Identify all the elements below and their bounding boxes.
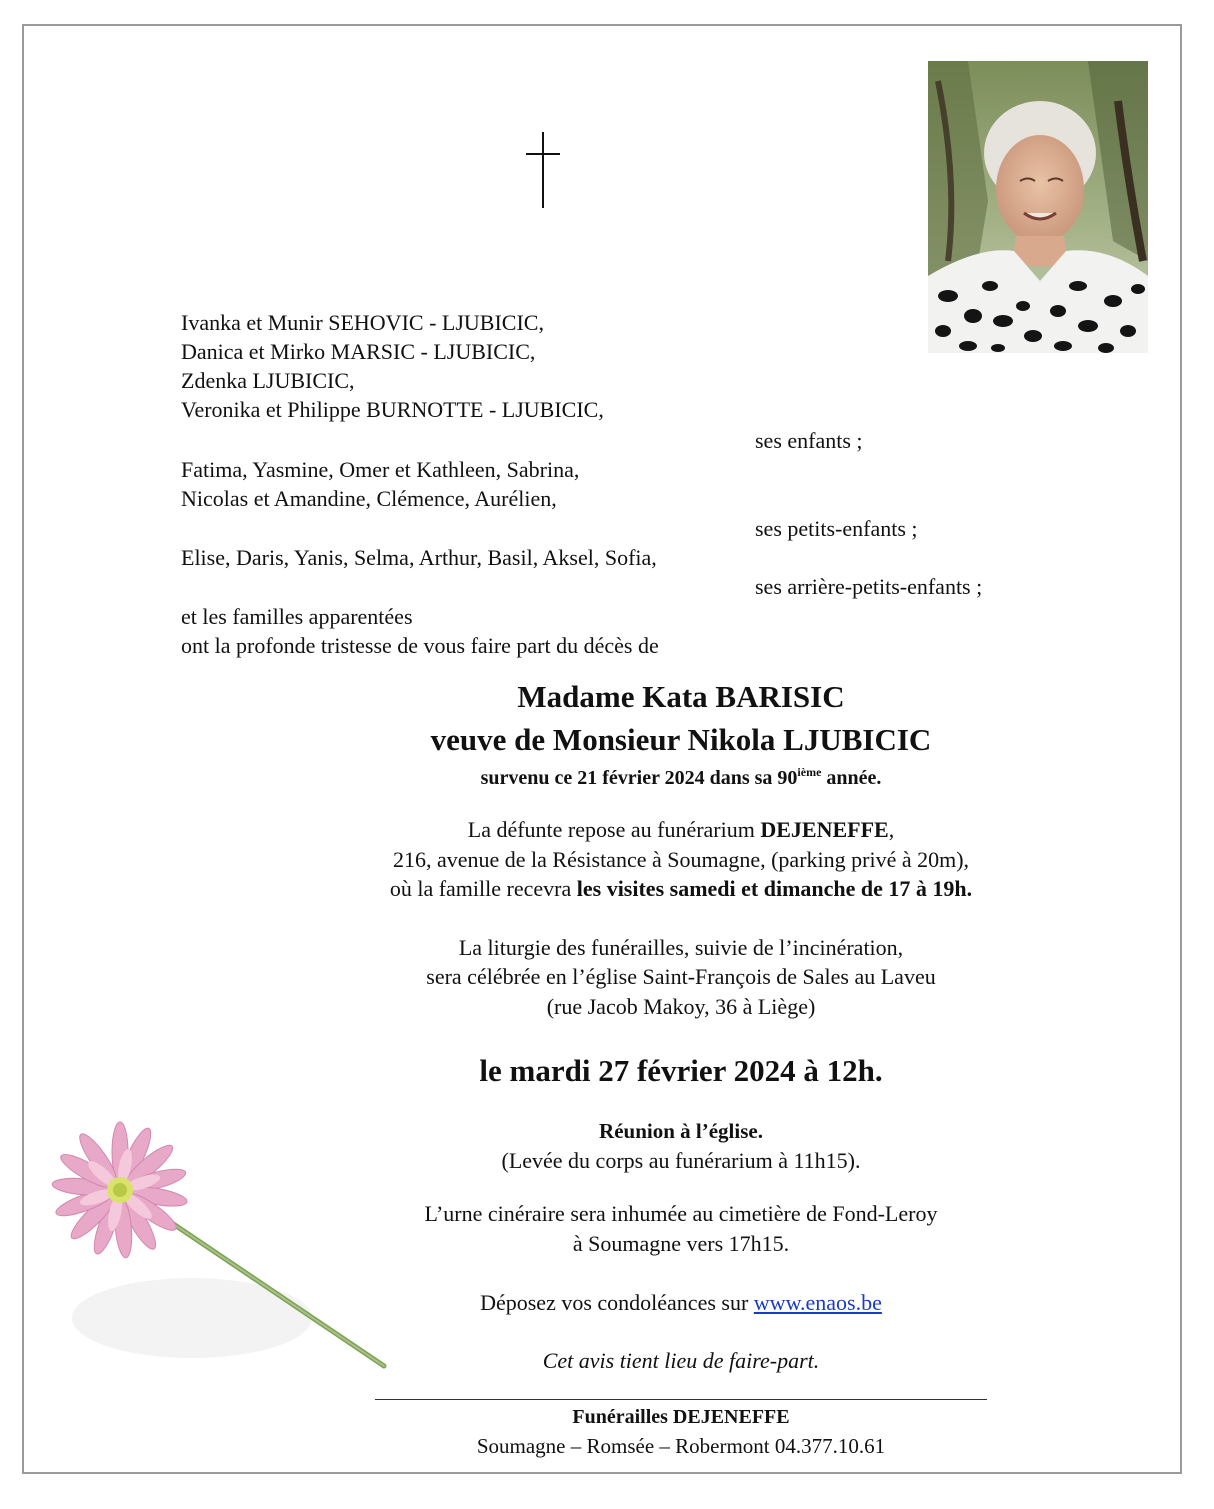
urn-line-1: L’urne cinéraire sera inhumée au cimetière de Fond-Leroy	[424, 1201, 938, 1226]
footer-divider	[375, 1399, 987, 1400]
liturgy-line-3: (rue Jacob Makoy, 36 à Liège)	[546, 994, 816, 1019]
footer-address: Soumagne – Romsée – Robermont 04.377.10.61	[476, 1434, 886, 1458]
rest-line-1: La défunte repose au funérarium DEJENEFFE,	[467, 817, 895, 842]
liturgy-line-1: La liturgie des funérailles, suivie de l’incinération,	[458, 935, 904, 960]
rest-line-2: 216, avenue de la Résistance à Soumagne, (parking privé à 20m),	[392, 847, 970, 872]
children-line-4: Veronika et Philippe BURNOTTE - LJUBICIC,	[181, 397, 604, 422]
announcement-line: ont la profonde tristesse de vous faire part du décès de	[181, 633, 659, 658]
children-label: ses enfants ;	[755, 428, 863, 453]
condolences-link[interactable]: www.enaos.be	[753, 1290, 882, 1315]
grandchildren-line-2: Nicolas et Amandine, Clémence, Aurélien,	[181, 486, 557, 511]
grandchildren-label: ses petits-enfants ;	[755, 516, 918, 541]
children-line-1: Ivanka et Munir SEHOVIC - LJUBICIC,	[181, 310, 544, 335]
grandchildren-line-1: Fatima, Yasmine, Omer et Kathleen, Sabrina,	[181, 457, 580, 482]
children-line-2: Danica et Mirko MARSIC - LJUBICIC,	[181, 339, 536, 364]
condolences-line: Déposez vos condoléances sur www.enaos.be	[480, 1290, 882, 1315]
children-line-3: Zdenka LJUBICIC,	[181, 368, 355, 393]
urn-line-2: à Soumagne vers 17h15.	[572, 1231, 790, 1256]
death-date: survenu ce 21 février 2024 dans sa 90ième année.	[480, 765, 882, 789]
meeting-title: Réunion à l’église.	[599, 1119, 763, 1143]
portrait-photo	[928, 61, 1148, 353]
rest-line-3: où la famille recevra les visites samedi et dimanche de 17 à 19h.	[389, 876, 973, 901]
funeral-date: le mardi 27 février 2024 à 12h.	[479, 1053, 883, 1088]
footer-company: Funérailles DEJENEFFE	[572, 1406, 790, 1428]
notice: Cet avis tient lieu de faire-part.	[542, 1348, 820, 1373]
cross-icon	[520, 130, 566, 210]
families-line: et les familles apparentées	[181, 604, 413, 629]
liturgy-line-2: sera célébrée en l’église Saint-François de Sales au Laveu	[426, 964, 936, 989]
meeting-note: (Levée du corps au funérarium à 11h15).	[501, 1148, 861, 1173]
flower-illustration	[42, 1118, 392, 1388]
great-grandchildren-line: Elise, Daris, Yanis, Selma, Arthur, Basil, Aksel, Sofia,	[181, 545, 657, 570]
great-grandchildren-label: ses arrière-petits-enfants ;	[755, 574, 983, 599]
deceased-name: Madame Kata BARISIC	[517, 679, 845, 714]
widow-of: veuve de Monsieur Nikola LJUBICIC	[430, 722, 932, 757]
